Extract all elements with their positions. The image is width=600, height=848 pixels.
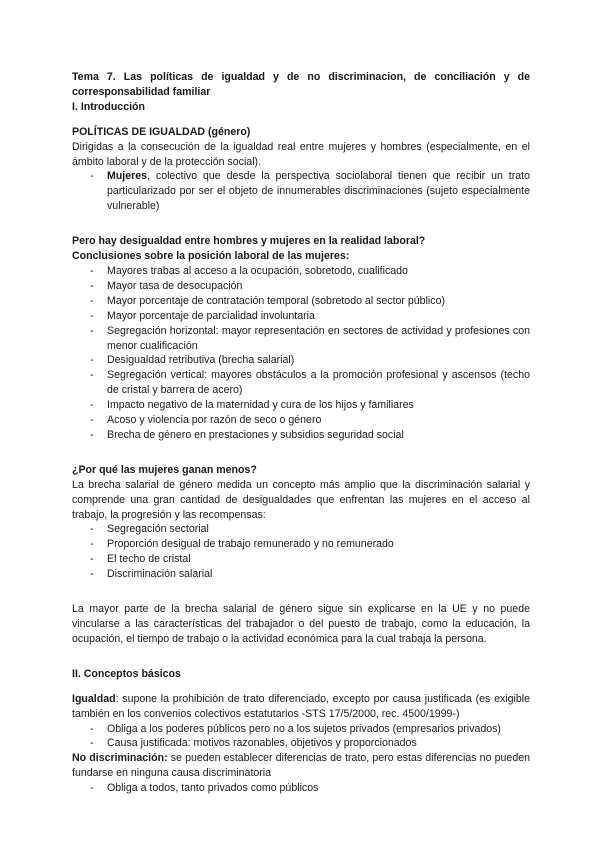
why-paragraph: La brecha salarial de género medida un concepto más amplio que la discriminación salarial y comprende una gran cantidad de desigualdades que enfrentan las mujeres en el acceso al trabajo, la progresión y las recompensas: — [72, 478, 530, 521]
list-item — [72, 279, 530, 294]
list-item — [72, 309, 530, 324]
list-item — [72, 736, 530, 751]
dash-bullet: - — [90, 553, 94, 566]
igualdad-definition: : supone la prohibición de trato diferenciado, excepto por causa justificada (es exigible también en los convenios colectivos estatutarios -STS 17/5/2000, rec. 4500/1999-) — [72, 692, 530, 720]
mujeres-definition: , colectivo que desde la perspectiva sociolaboral tienen que recibir un trato particularizado por ser el objeto de innumerables discriminaciones (sujeto especialmente vulnerable) — [107, 170, 530, 213]
dash-bullet: - — [90, 369, 94, 382]
term-igualdad: Igualdad — [72, 692, 116, 705]
dash-bullet: - — [90, 354, 94, 367]
term-no-discriminacion: No discriminación: — [72, 752, 168, 765]
term-mujeres: Mujeres — [107, 170, 148, 183]
document-title: Tema 7. Las políticas de igualdad y de no discriminacion, de conciliación y de corresponsabilidad familiar — [72, 71, 530, 98]
dash-bullet: - — [90, 538, 94, 551]
list-item — [72, 294, 530, 309]
dash-bullet: - — [90, 170, 94, 183]
list-item — [72, 398, 530, 413]
dash-bullet: - — [90, 523, 94, 536]
list-item — [72, 264, 530, 279]
list-item-text: Brecha de género en prestaciones y subsidios seguridad social — [107, 428, 404, 441]
igualdad-paragraph — [72, 692, 530, 722]
dash-bullet: - — [90, 264, 94, 277]
no-discriminacion-list — [72, 781, 530, 796]
why-heading: ¿Por qué las mujeres ganan menos? — [72, 463, 257, 476]
subheading-politicas-igualdad: POLÍTICAS DE IGUALDAD (género) — [72, 125, 251, 138]
igualdad-list — [72, 722, 530, 752]
dash-bullet: - — [90, 279, 94, 292]
list-item-text: Segregación sectorial — [107, 523, 209, 536]
list-item-text: Mayor tasa de desocupación — [107, 279, 243, 292]
list-item-text: Segregación vertical: mayores obstáculos a la promoción profesional y ascensos (techo de cristal y barrera de acero) — [107, 369, 530, 397]
dash-bullet: - — [90, 782, 94, 795]
list-item — [72, 522, 530, 537]
list-item — [72, 413, 530, 428]
dash-bullet: - — [90, 414, 94, 427]
list-item — [72, 368, 530, 398]
list-item-text: Mayores trabas al acceso a la ocupación, sobretodo, cualificado — [107, 264, 408, 277]
list-item-text: Proporción desigual de trabajo remunerado y no remunerado — [107, 538, 394, 551]
section-heading-introduccion: I. Introducción — [72, 100, 145, 113]
mujeres-list — [72, 169, 530, 214]
list-item — [72, 722, 530, 737]
list-item — [72, 781, 530, 796]
dash-bullet: - — [90, 399, 94, 412]
list-item — [72, 169, 530, 214]
list-item-text: Mayor porcentaje de contratación temporal (sobretodo al sector público) — [107, 294, 446, 307]
dash-bullet: - — [90, 428, 94, 441]
list-item — [72, 428, 530, 443]
list-item-text: Discriminación salarial — [107, 568, 213, 581]
dash-bullet: - — [90, 309, 94, 322]
why-list — [72, 522, 530, 582]
dash-bullet: - — [90, 568, 94, 581]
question-heading: Pero hay desigualdad entre hombres y mujeres en la realidad laboral? — [72, 235, 426, 248]
list-item-text: El techo de cristal — [107, 553, 191, 566]
ue-paragraph: La mayor parte de la brecha salarial de género sigue sin explicarse en la UE y no puede vincularse a las características del trabajador o del puesto de trabajo, como la educación, la ocupación, el tiempo de trabajo o la actividad económica para la cual trabaja la persona. — [72, 603, 530, 645]
dash-bullet: - — [90, 294, 94, 307]
list-item — [72, 537, 530, 552]
list-item-text: Acoso y violencia por razón de seco o género — [107, 414, 322, 427]
list-item-text: Desigualdad retributiva (brecha salarial) — [107, 354, 295, 367]
dash-bullet: - — [90, 737, 94, 750]
no-discriminacion-paragraph — [72, 751, 530, 781]
dash-bullet: - — [90, 324, 94, 337]
list-item-text: Impacto negativo de la maternidad y cura de los hijos y familiares — [107, 399, 414, 412]
conclusions-list — [72, 264, 530, 443]
dash-bullet: - — [90, 722, 94, 735]
list-item-text: Obliga a los poderes públicos pero no a los sujetos privados (empresarios privados) — [107, 722, 501, 735]
list-item — [72, 567, 530, 582]
list-item — [72, 353, 530, 368]
document-body — [72, 70, 530, 796]
list-item — [72, 552, 530, 567]
list-item-text: Mayor porcentaje de parcialidad involuntaria — [107, 309, 315, 322]
no-discriminacion-definition: se pueden establecer diferencias de trato, pero estas diferencias no pueden fundarse en ninguna causa discriminatoria — [72, 752, 530, 780]
conclusions-heading: Conclusiones sobre la posición laboral de las mujeres: — [72, 250, 350, 263]
intro-paragraph: Dirigidas a la consecución de la igualdad real entre mujeres y hombres (especialmente, en el ámbito laboral y de la protección social). — [72, 140, 530, 168]
list-item-text: Segregación horizontal: mayor representación en sectores de actividad y profesiones con menor cualificación — [107, 324, 530, 352]
list-item-text: Causa justificada: motivos razonables, objetivos y proporcionados — [107, 737, 417, 750]
section-heading-conceptos: II. Conceptos básicos — [72, 667, 181, 680]
list-item — [72, 324, 530, 354]
list-item-text: Obliga a todos, tanto privados como públicos — [107, 782, 319, 795]
